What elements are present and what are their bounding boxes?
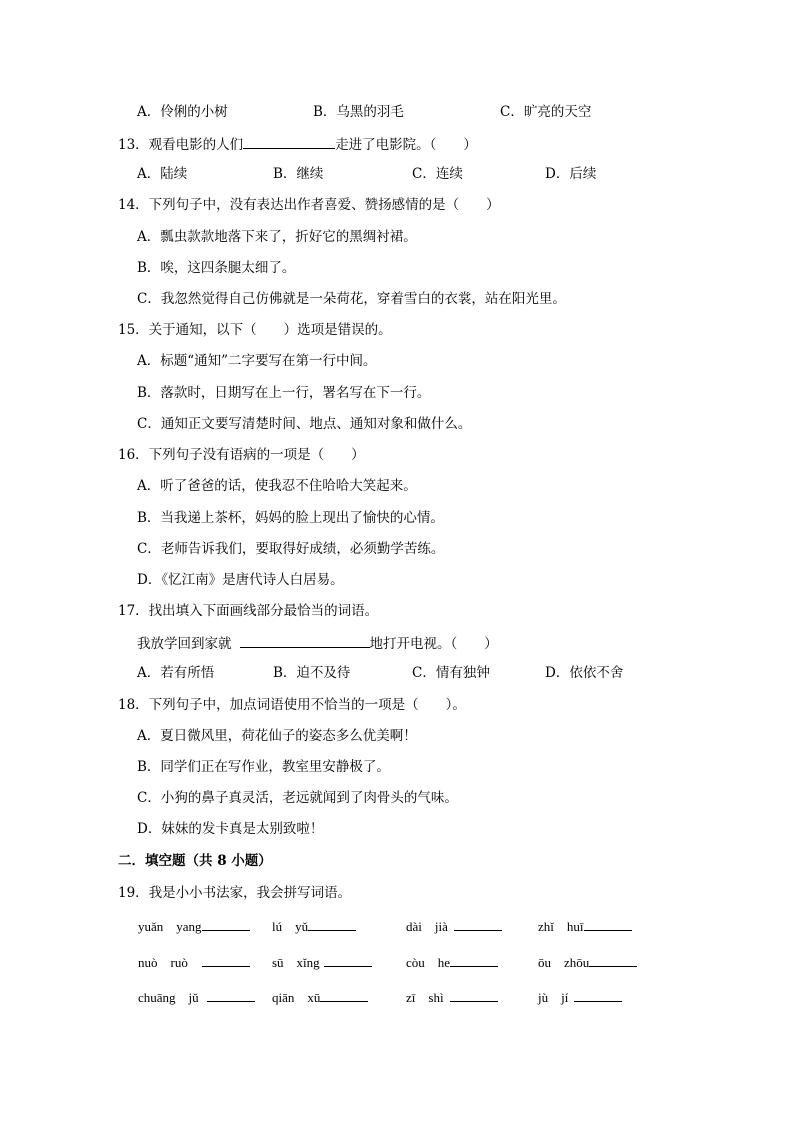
pinyin-blank[interactable] bbox=[450, 952, 498, 967]
pinyin-blank[interactable] bbox=[574, 987, 622, 1002]
q17-option-a[interactable]: A．若有所悟 bbox=[137, 665, 215, 681]
pinyin-blank[interactable] bbox=[202, 916, 250, 931]
pinyin-blank[interactable] bbox=[450, 987, 498, 1002]
pinyin-blank[interactable] bbox=[320, 987, 368, 1002]
q15-option-a[interactable]: A．标题“通知”二字要写在第一行中间。 bbox=[137, 353, 377, 369]
q13-blank[interactable] bbox=[243, 134, 335, 149]
q12-option-b[interactable]: B．乌黑的羽毛 bbox=[313, 104, 404, 120]
q17-option-b[interactable]: B．迫不及待 bbox=[273, 665, 351, 681]
q13-stem-post: 走进了电影院。（ ） bbox=[335, 137, 477, 153]
q18-option-b[interactable]: B．同学们正在写作业，教室里安静极了。 bbox=[137, 759, 390, 775]
q13-stem-pre: 13．观看电影的人们 bbox=[118, 137, 244, 153]
pinyin-item: qiān xū bbox=[272, 987, 368, 1007]
q17-sentence-post: 地打开电视。（ ） bbox=[369, 636, 498, 652]
pinyin-blank[interactable] bbox=[584, 916, 632, 931]
q13-option-b[interactable]: B．继续 bbox=[273, 166, 324, 182]
pinyin-blank[interactable] bbox=[207, 987, 255, 1002]
q19-stem: 19．我是小小书法家，我会拼写词语。 bbox=[118, 885, 352, 901]
q16-option-d[interactable]: D．《忆江南》是唐代诗人白居易。 bbox=[137, 572, 344, 588]
section-title: 二．填空题（共 8 小题） bbox=[118, 853, 272, 869]
q14-option-c[interactable]: C．我忽然觉得自己仿佛就是一朵荷花，穿着雪白的衣裳，站在阳光里。 bbox=[137, 291, 566, 307]
q17-option-d[interactable]: D．依依不舍 bbox=[545, 665, 624, 681]
q17-option-c[interactable]: C．情有独钟 bbox=[412, 665, 490, 681]
q17-sentence bbox=[137, 633, 498, 653]
pinyin-blank[interactable] bbox=[454, 916, 502, 931]
pinyin-item: ōu zhōu bbox=[538, 952, 637, 972]
pinyin-item: yuǎn yang bbox=[138, 916, 250, 936]
q13-option-d[interactable]: D．后续 bbox=[545, 166, 597, 182]
q18-stem: 18．下列句子中，加点词语使用不恰当的一项是（ ）。 bbox=[118, 697, 466, 713]
q14-stem: 14．下列句子中，没有表达出作者喜爱、赞扬感情的是（ ） bbox=[118, 197, 500, 213]
pinyin-blank[interactable] bbox=[589, 952, 637, 967]
pinyin-item: zhǐ huī bbox=[538, 916, 632, 936]
pinyin-blank[interactable] bbox=[308, 916, 356, 931]
pinyin-item: jù jí bbox=[538, 987, 622, 1007]
q12-option-c[interactable]: C．旷亮的天空 bbox=[500, 104, 592, 120]
q16-option-b[interactable]: B．当我递上茶杯，妈妈的脸上现出了愉快的心情。 bbox=[137, 510, 444, 526]
pinyin-blank[interactable] bbox=[324, 952, 372, 967]
q14-option-a[interactable]: A．瓢虫款款地落下来了，折好它的黑绸衬裙。 bbox=[137, 229, 417, 245]
q15-stem: 15．关于通知，以下（ ）选项是错误的。 bbox=[118, 322, 392, 338]
q16-option-a[interactable]: A．听了爸爸的话，使我忍不住哈哈大笑起来。 bbox=[137, 478, 417, 494]
q13-stem bbox=[118, 134, 477, 154]
pinyin-item: zī shì bbox=[406, 987, 498, 1007]
pinyin-item: dài jià bbox=[406, 916, 502, 936]
q18-option-c[interactable]: C．小狗的鼻子真灵活，老远就闻到了肉骨头的气味。 bbox=[137, 790, 458, 806]
q16-option-c[interactable]: C．老师告诉我们，要取得好成绩，必须勤学苦练。 bbox=[137, 541, 445, 557]
q15-option-b[interactable]: B．落款时，日期写在上一行，署名写在下一行。 bbox=[137, 385, 431, 401]
q17-sentence-pre: 我放学回到家就 bbox=[137, 636, 232, 652]
q16-stem: 16．下列句子没有语病的一项是（ ） bbox=[118, 447, 365, 463]
pinyin-item: chuāng jǔ bbox=[138, 987, 255, 1007]
q14-option-b[interactable]: B．唉，这四条腿太细了。 bbox=[137, 260, 296, 276]
q17-blank[interactable] bbox=[240, 633, 370, 648]
q13-option-c[interactable]: C．连续 bbox=[412, 166, 463, 182]
pinyin-item: nuò ruò bbox=[138, 952, 250, 972]
pinyin-item: sū xǐng bbox=[272, 952, 372, 972]
q15-option-c[interactable]: C．通知正文要写清楚时间、地点、通知对象和做什么。 bbox=[137, 416, 472, 432]
q12-option-a[interactable]: A．伶俐的小树 bbox=[137, 104, 228, 120]
q18-option-d[interactable]: D．妹妹的发卡真是太别致啦！ bbox=[137, 821, 324, 837]
q18-option-a[interactable]: A．夏日微风里，荷花仙子的姿态多么优美啊！ bbox=[137, 728, 417, 744]
q17-stem: 17．找出填入下面画线部分最恰当的词语。 bbox=[118, 603, 379, 619]
q13-option-a[interactable]: A．陆续 bbox=[137, 166, 188, 182]
pinyin-blank[interactable] bbox=[202, 952, 250, 967]
pinyin-item: còu he bbox=[406, 952, 498, 972]
pinyin-item: lú yǔ bbox=[272, 916, 356, 936]
